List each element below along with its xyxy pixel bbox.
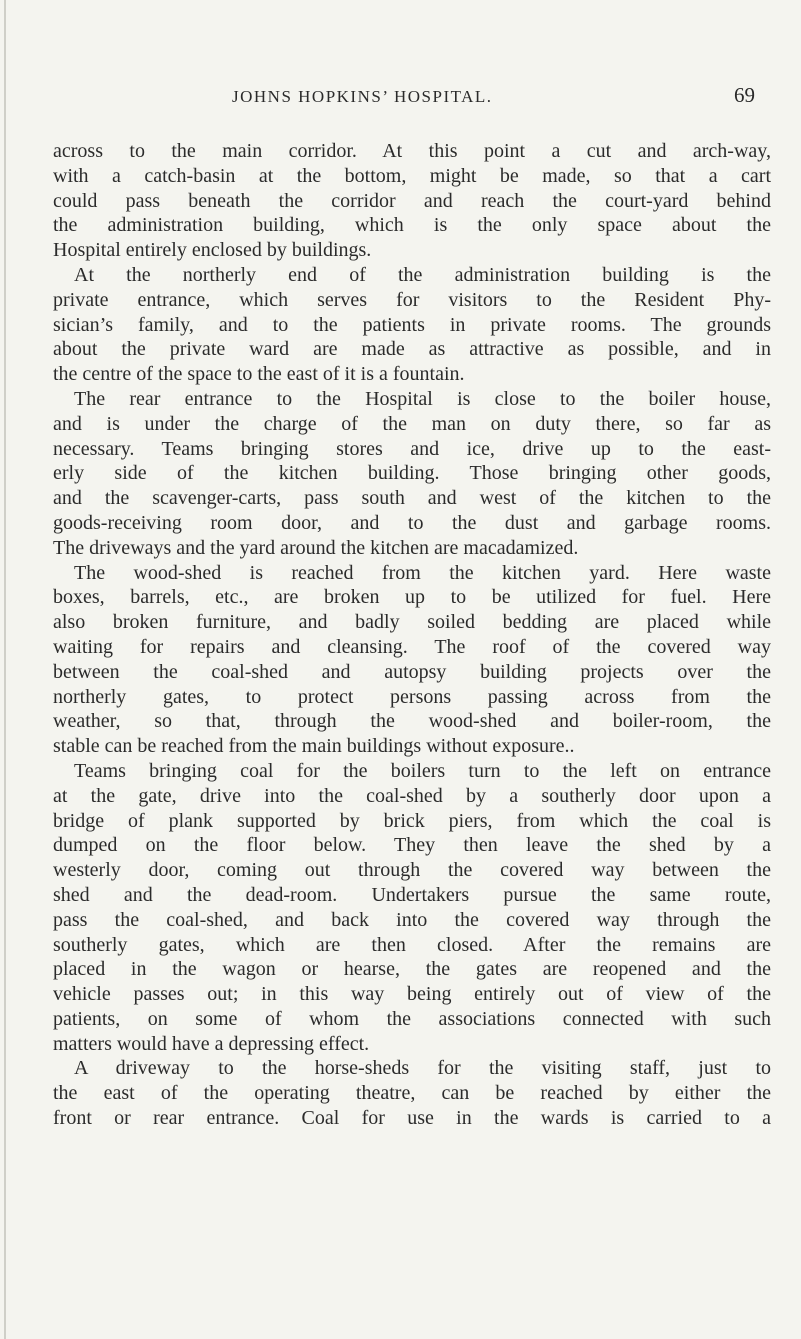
text-line: the centre of the space to the east of it is a fountain. — [53, 363, 465, 386]
text-line: and the scavenger-carts, pass south and west of the kitchen to the — [53, 487, 771, 510]
text-line: bridge of plank supported by brick piers, from which the coal is — [53, 809, 771, 832]
text-line: pass the coal-shed, and back into the covered way through the — [53, 908, 771, 931]
text-line: necessary. Teams bringing stores and ice, drive up to the east- — [53, 437, 771, 460]
body-text — [53, 139, 771, 1131]
text-line: stable can be reached from the main buildings without exposure.. — [53, 735, 575, 758]
text-line: with a catch-basin at the bottom, might be made, so that a cart — [53, 164, 771, 187]
text-line: southerly gates, which are then closed. After the remains are — [53, 933, 771, 956]
text-line: between the coal-shed and autopsy building projects over the — [53, 660, 771, 683]
text-line: goods-receiving room door, and to the dust and garbage rooms. — [53, 511, 771, 534]
text-line: shed and the dead-room. Undertakers pursue the same route, — [53, 883, 771, 906]
text-line: The rear entrance to the Hospital is close to the boiler house, — [74, 387, 771, 410]
text-line: the administration building, which is the only space about the — [53, 214, 771, 237]
running-title: JOHNS HOPKINS’ HOSPITAL. — [232, 87, 493, 106]
text-line: boxes, barrels, etc., are broken up to be utilized for fuel. Here — [53, 586, 771, 609]
text-line: The wood-shed is reached from the kitchen yard. Here waste — [74, 561, 771, 584]
text-line: sician’s family, and to the patients in private rooms. The grounds — [53, 313, 771, 336]
text-line: also broken furniture, and badly soiled bedding are placed while — [53, 611, 771, 634]
text-line: at the gate, drive into the coal-shed by a southerly door upon a — [53, 784, 771, 807]
text-line: and is under the charge of the man on duty there, so far as — [53, 412, 771, 435]
text-line: Hospital entirely enclosed by buildings. — [53, 239, 372, 262]
page-number: 69 — [734, 83, 755, 107]
text-line: could pass beneath the corridor and reach the court-yard behind — [53, 189, 771, 212]
running-head — [0, 83, 801, 111]
text-line: matters would have a depressing effect. — [53, 1032, 370, 1055]
text-line: about the private ward are made as attractive as possible, and in — [53, 338, 771, 361]
text-line: private entrance, which serves for visitors to the Resident Phy- — [53, 288, 771, 311]
text-line: northerly gates, to protect persons passing across from the — [53, 685, 771, 708]
text-line: weather, so that, through the wood-shed and boiler-room, the — [53, 710, 771, 733]
text-line: the east of the operating theatre, can be reached by either the — [53, 1082, 771, 1105]
text-line: front or rear entrance. Coal for use in the wards is carried to a — [53, 1107, 771, 1130]
text-line: dumped on the floor below. They then leave the shed by a — [53, 834, 771, 857]
text-line: westerly door, coming out through the covered way between the — [53, 859, 771, 882]
text-line: erly side of the kitchen building. Those bringing other goods, — [53, 462, 771, 485]
text-line: Teams bringing coal for the boilers turn to the left on entrance — [74, 759, 771, 782]
text-line: A driveway to the horse-sheds for the visiting staff, just to — [74, 1057, 771, 1080]
text-line: The driveways and the yard around the kitchen are macadamized. — [53, 536, 579, 559]
text-line: waiting for repairs and cleansing. The roof of the covered way — [53, 635, 771, 658]
text-line: At the northerly end of the administration building is the — [74, 263, 771, 286]
text-line: across to the main corridor. At this point a cut and arch-way, — [53, 140, 771, 162]
page-edge-shadow — [4, 0, 6, 1339]
text-line: vehicle passes out; in this way being entirely out of view of the — [53, 983, 771, 1006]
text-line: placed in the wagon or hearse, the gates are reopened and the — [53, 958, 771, 981]
text-line: patients, on some of whom the associations connected with such — [53, 1007, 771, 1030]
